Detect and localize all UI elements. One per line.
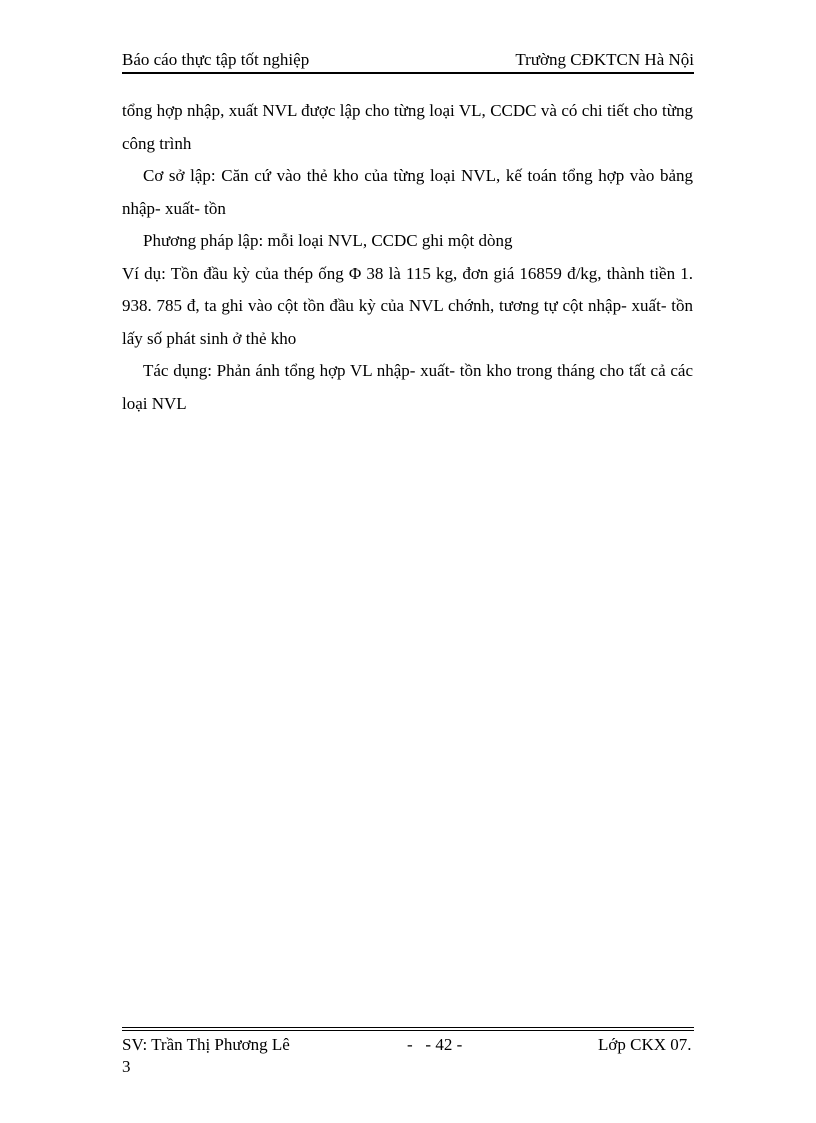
paragraph-basis: Cơ sở lập: Căn cứ vào thẻ kho của từng loại NVL, kế toán tổng hợp vào bảng nhập- xuất- tồn <box>122 166 693 218</box>
footer-student-name: SV: Trần Thị Phương Lê <box>122 1035 290 1054</box>
footer-class-continuation: 3 <box>122 1057 131 1076</box>
header-divider <box>122 72 694 74</box>
footer-page-number: - - 42 - <box>407 1035 463 1054</box>
document-body <box>122 95 693 420</box>
footer-divider-top <box>122 1027 694 1028</box>
paragraph-continuation: tổng hợp nhập, xuất NVL được lập cho từng loại VL, CCDC và có chi tiết cho từng công trình <box>122 101 693 153</box>
header-school-name: Trường CĐKTCN Hà Nội <box>515 50 694 69</box>
paragraph-method: Phương pháp lập: mỗi loại NVL, CCDC ghi một dòng <box>143 231 513 250</box>
paragraph-example: Ví dụ: Tồn đầu kỳ của thép ống Φ 38 là 115 kg, đơn giá 16859 đ/kg, thành tiền 1. 938. 785 đ, ta ghi vào cột tồn đầu kỳ của NVL chớnh, tương tự cột nhập- xuất- tồn lấy số phát sinh ở thẻ kho <box>122 263 693 348</box>
page-header <box>122 50 694 72</box>
header-report-title: Báo cáo thực tập tốt nghiệp <box>122 50 310 69</box>
paragraph-effect: Tác dụng: Phản ánh tổng hợp VL nhập- xuất- tồn kho trong tháng cho tất cả các loại NVL <box>122 361 693 413</box>
footer-class-label: Lớp CKX 07. <box>598 1035 692 1054</box>
footer-divider-bottom <box>122 1030 694 1031</box>
